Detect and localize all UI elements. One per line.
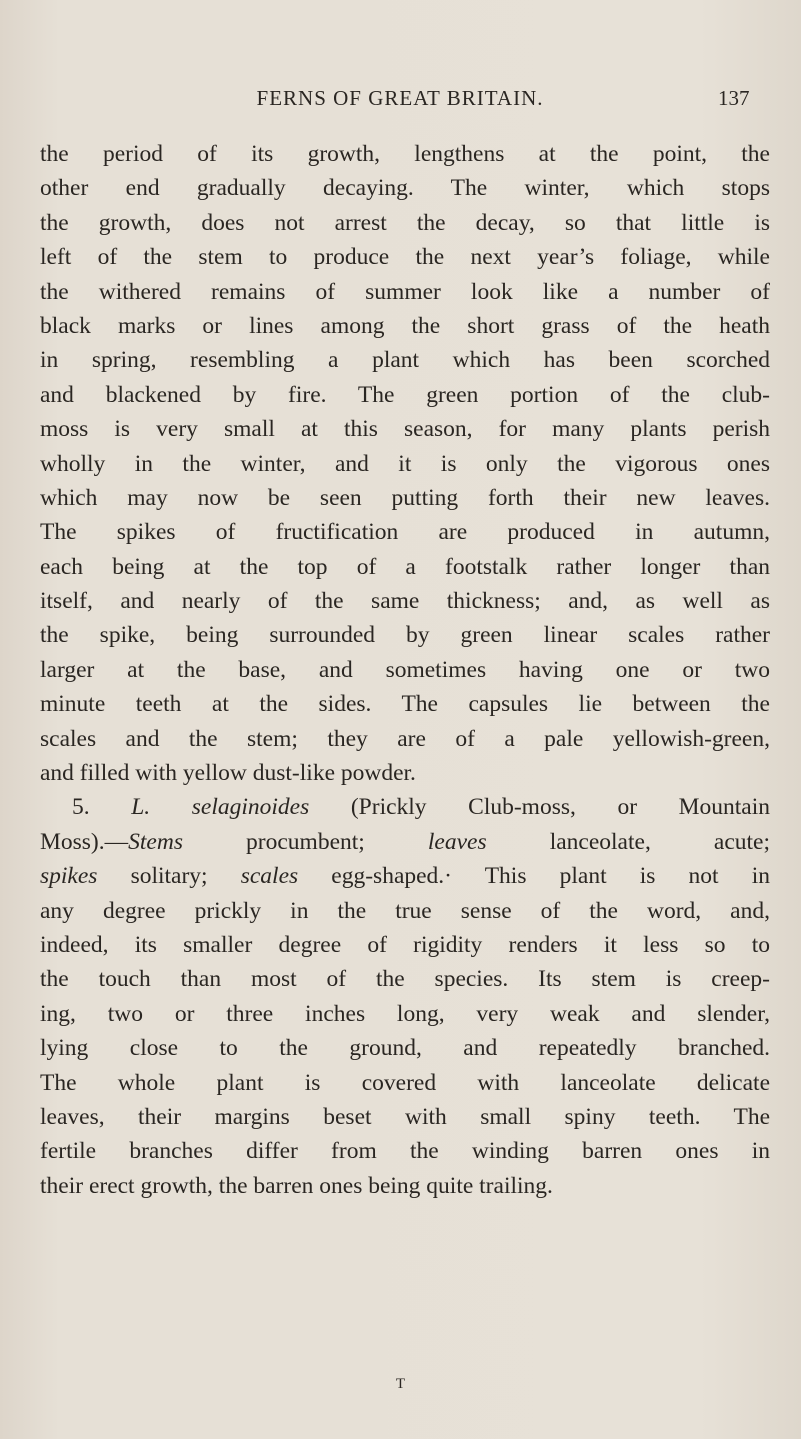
text-line: The spikes of fructification are produced in autumn, [40,519,770,546]
text-line: moss is very small at this season, for many plants perish [40,416,770,443]
species-description-line [40,825,770,859]
scales-text: egg-shaped.· This plant is not in [298,863,770,890]
text-line: the withered remains of summer look like a number of [40,278,770,305]
text-line: in spring, resembling a plant which has been scorched [40,347,770,374]
text-line: the growth, does not arrest the decay, so that little is [40,209,770,236]
text-line: leaves, their margins beset with small spiny teeth. The [40,1103,770,1130]
text-line: and filled with yellow dust-like powder. [40,760,416,787]
text-line: the period of its growth, lengthens at the point, the [40,141,770,167]
text-line: their erect growth, the barren ones being quite trailing. [40,1172,553,1199]
text-line: minute teeth at the sides. The capsules lie between the [40,691,770,718]
spikes-label: spikes [40,863,98,890]
running-head: FERNS OF GREAT BRITAIN. [256,86,544,110]
species-name-end: Moss).— [40,828,129,855]
text-line: larger at the base, and sometimes having one or two [40,656,770,683]
text-line: lying close to the ground, and repeatedly branched. [40,1035,770,1062]
text-line: scales and the stem; they are of a pale yellowish-green, [40,725,770,752]
text-line: ing, two or three inches long, very weak and slender, [40,1000,770,1027]
species-number: 5. [72,794,90,821]
species-latin-name: L. selaginoides [131,794,310,821]
stems-text: procumbent; [182,828,428,855]
page-number: 137 [718,86,750,110]
text-line: the spike, being surrounded by green linear scales rather [40,622,770,649]
scales-label: scales [240,863,299,890]
stems-label: Stems [128,828,183,855]
text-line: any degree prickly in the true sense of the word, and, [40,897,770,924]
text-line: The whole plant is covered with lanceolate delicate [40,1069,770,1096]
species-description-line [40,859,770,893]
leaves-label: leaves [427,828,487,855]
leaves-text: lanceolate, acute; [486,828,770,855]
spikes-text: solitary; [97,863,241,890]
text-line: black marks or lines among the short grass of the heath [40,312,770,339]
species-heading-line [40,790,770,824]
text-line: the touch than most of the species. Its stem is creep- [40,966,770,993]
signature-mark: T [395,1376,406,1392]
text-line: and blackened by fire. The green portion of the club- [40,381,770,408]
text-line: left of the stem to produce the next year’s foliage, while [40,244,770,271]
text-line: wholly in the winter, and it is only the vigorous ones [40,450,770,477]
text-line: which may now be seen putting forth their new leaves. [40,484,770,511]
text-line: indeed, its smaller degree of rigidity renders it less so to [40,931,770,958]
body-text [40,137,770,1203]
text-line: other end gradually decaying. The winter, which stops [40,175,770,202]
text-line: each being at the top of a footstalk rather longer than [40,553,770,580]
text-line: itself, and nearly of the same thickness; and, as well as [40,588,770,615]
text-line: fertile branches differ from the winding barren ones in [40,1138,770,1165]
species-common-names: (Prickly Club-moss, or Mountain [350,794,771,821]
page-header [0,86,801,116]
